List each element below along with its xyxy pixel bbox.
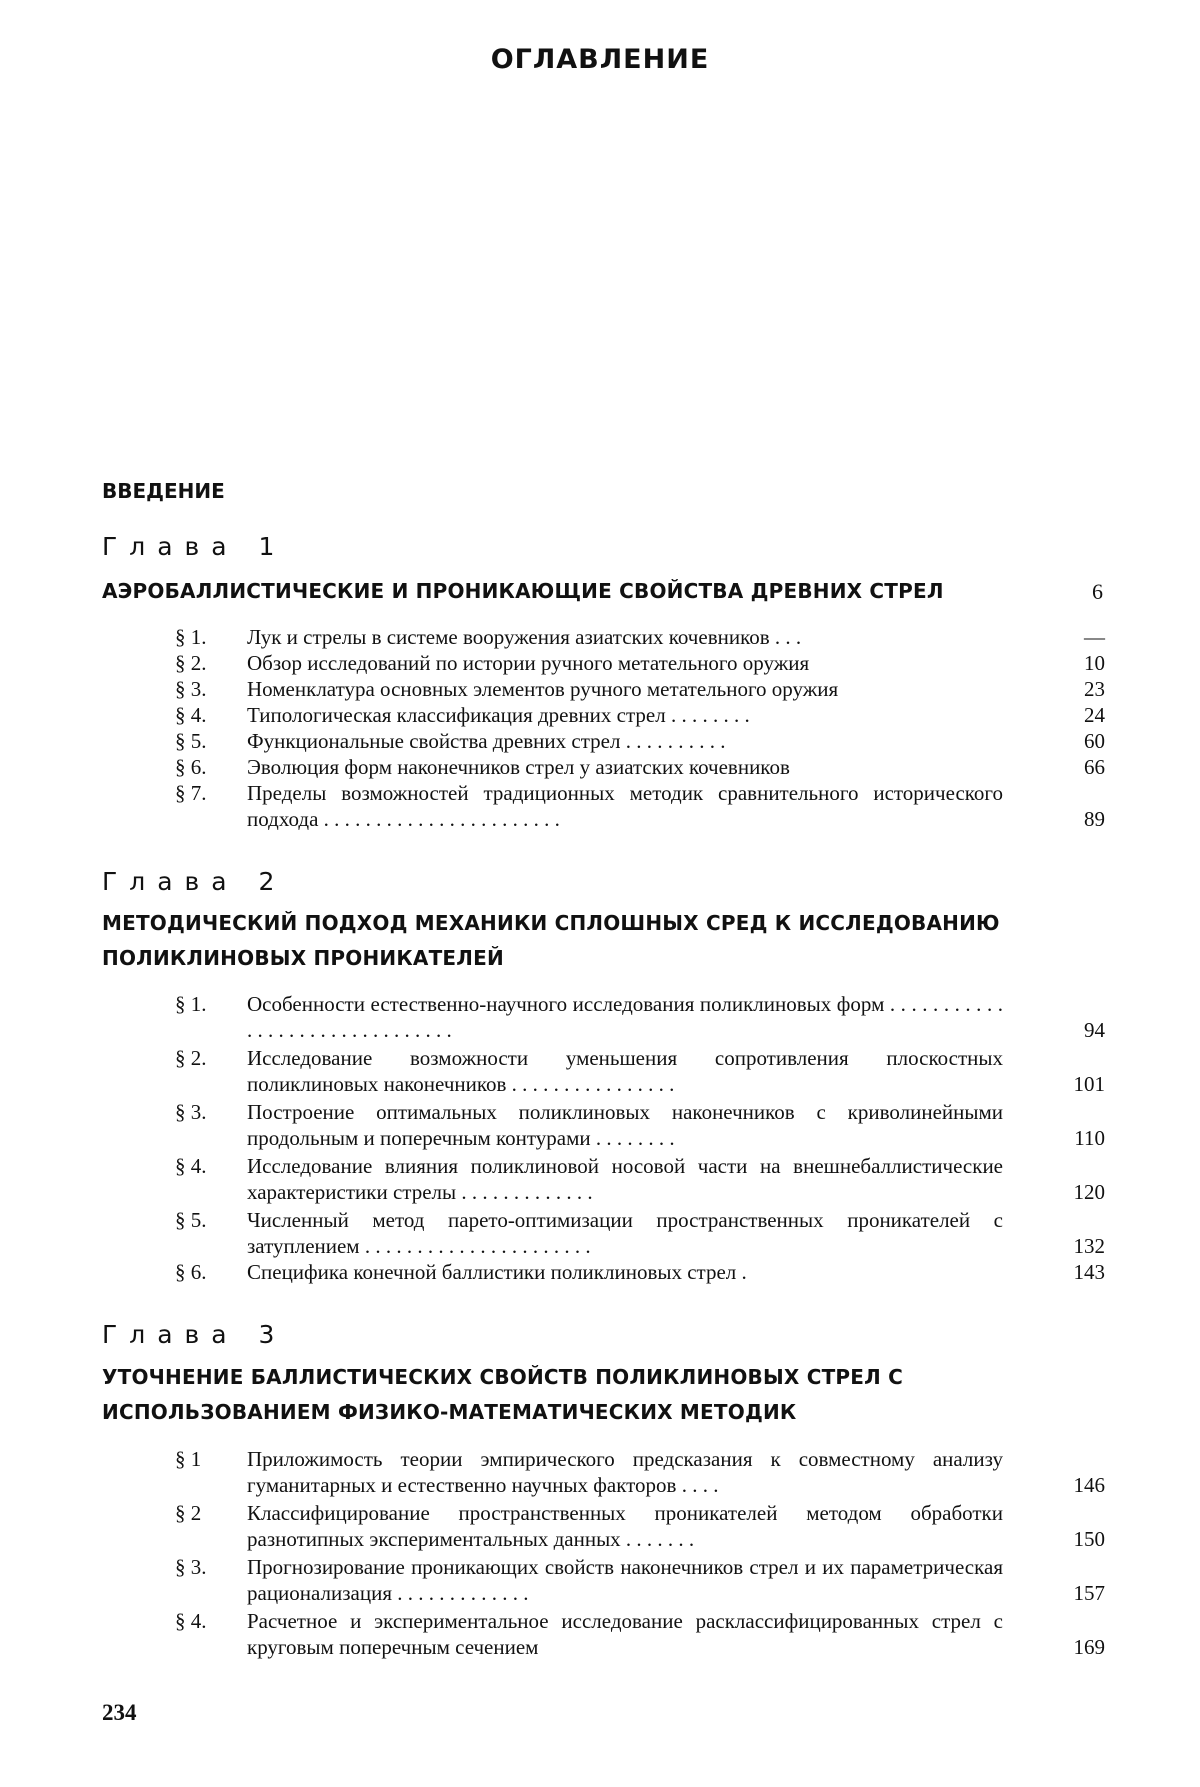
toc-entry (175, 1207, 1105, 1259)
section-number: § 1 (175, 1447, 202, 1471)
section-page: 23 (1084, 677, 1105, 701)
section-number: § 2 (175, 1501, 202, 1525)
toc-entry (175, 991, 1105, 1043)
section-number: § 2. (175, 1046, 207, 1070)
section-number: § 2. (175, 651, 207, 675)
chapter-2-title: МЕТОДИЧЕСКИЙ ПОДХОД МЕХАНИКИ СПЛОШНЫХ СРЕД К ИССЛЕДОВАНИЮ ПОЛИКЛИНОВЫХ ПРОНИКАТЕЛЕЙ (102, 911, 1000, 970)
section-title: Прогнозирование проникающих свойств наконечников стрел и их параметрическая рационализация . . . . . . . . . . . . . (247, 1555, 1003, 1605)
section-title: Обзор исследований по истории ручного метательного оружия (247, 651, 810, 675)
section-number: § 3. (175, 677, 207, 701)
section-title: Особенности естественно-научного исследования поликлиновых форм . . . . . . . . . . . . . . . . . . . . . . . . . . . . . . . (247, 992, 1003, 1042)
section-number: § 4. (175, 1609, 207, 1633)
toc-entry (175, 676, 1105, 702)
section-title: Пределы возможностей традиционных методик сравнительного исторического подхода . . . . . . . . . . . . . . . . . . . . . . . (247, 781, 1003, 831)
section-title: Функциональные свойства древних стрел . . . . . . . . . . (247, 729, 726, 753)
chapter-1-title: АЭРОБАЛЛИСТИЧЕСКИЕ И ПРОНИКАЮЩИЕ СВОЙСТВА ДРЕВНИХ СТРЕЛ (102, 579, 944, 603)
toc-entry (175, 702, 1105, 728)
page-number: 234 (102, 1700, 137, 1725)
section-page: 150 (1073, 1527, 1105, 1551)
intro-heading: ВВЕДЕНИЕ (102, 479, 225, 503)
section-title: Приложимость теории эмпирического предсказания к совместному анализу гуманитарных и естественно научных факторов . . . . (247, 1447, 1003, 1497)
section-title: Номенклатура основных элементов ручного метательного оружия (247, 677, 839, 701)
section-number: § 1. (175, 992, 207, 1016)
section-page: 169 (1073, 1635, 1105, 1659)
section-number: § 5. (175, 729, 207, 753)
section-number: § 7. (175, 781, 207, 805)
section-page: 10 (1084, 651, 1105, 675)
section-page: 89 (1084, 807, 1105, 831)
section-page: 66 (1084, 755, 1105, 779)
chapter-1-label: Глава 1 (102, 532, 287, 561)
section-title: Лук и стрелы в системе вооружения азиатских кочевников . . . (247, 625, 802, 649)
section-title: Численный метод парето-оптимизации пространственных проникателей с затуплением . . . . . . . . . . . . . . . . . . . . . . (247, 1208, 1003, 1258)
section-page: 146 (1073, 1473, 1105, 1497)
section-page: 143 (1073, 1260, 1105, 1284)
section-page: 60 (1084, 729, 1105, 753)
toc-entry (175, 1608, 1105, 1660)
chapter-3-title: УТОЧНЕНИЕ БАЛЛИСТИЧЕСКИХ СВОЙСТВ ПОЛИКЛИНОВЫХ СТРЕЛ С ИСПОЛЬЗОВАНИЕМ ФИЗИКО-МАТЕМАТИЧЕСКИХ МЕТОДИК (102, 1365, 904, 1424)
section-number: § 6. (175, 1260, 207, 1284)
toc-entry (175, 1500, 1105, 1552)
section-page: 157 (1073, 1581, 1105, 1605)
toc-entry (175, 1446, 1105, 1498)
toc-entry (175, 1554, 1105, 1606)
section-number: § 3. (175, 1100, 207, 1124)
toc-entry (175, 650, 1105, 676)
section-page: — (1084, 625, 1105, 649)
section-number: § 6. (175, 755, 207, 779)
toc-entry (175, 1045, 1105, 1097)
section-page: 94 (1084, 1018, 1105, 1042)
section-title: Исследование возможности уменьшения сопротивления плоскостных поликлиновых наконечников . . . . . . . . . . . . . . . . (247, 1046, 1003, 1096)
toc-entry (175, 754, 1105, 780)
chapter-1-page: 6 (1092, 579, 1103, 604)
section-number: § 4. (175, 703, 207, 727)
chapter-3-label: Глава 3 (102, 1320, 287, 1349)
section-title: Эволюция форм наконечников стрел у азиатских кочевников (247, 755, 790, 779)
section-page: 110 (1074, 1126, 1105, 1150)
section-title: Специфика конечной баллистики поликлиновых стрел . (247, 1260, 747, 1284)
page-title: ОГЛАВЛЕНИЕ (490, 44, 710, 75)
toc-entry (175, 624, 1105, 650)
section-number: § 3. (175, 1555, 207, 1579)
section-number: § 5. (175, 1208, 207, 1232)
section-page: 101 (1073, 1072, 1105, 1096)
toc-entry (175, 1099, 1105, 1151)
section-page: 132 (1073, 1234, 1105, 1258)
section-title: Исследование влияния поликлиновой носовой части на внешнебаллистические характеристики стрелы . . . . . . . . . . . . . (247, 1154, 1003, 1204)
section-title: Типологическая классификация древних стрел . . . . . . . . (247, 703, 750, 727)
section-title: Построение оптимальных поликлиновых наконечников с криволинейными продольным и поперечным контурами . . . . . . . . (247, 1100, 1003, 1150)
section-title: Классифицирование пространственных проникателей методом обработки разнотипных экспериментальных данных . . . . . . . (247, 1501, 1003, 1551)
toc-entry (175, 1153, 1105, 1205)
section-number: § 1. (175, 625, 207, 649)
section-page: 120 (1073, 1180, 1105, 1204)
section-page: 24 (1084, 703, 1105, 727)
section-title: Расчетное и экспериментальное исследование расклассифицированных стрел с круговым поперечным сечением (247, 1609, 1003, 1659)
chapter-2-label: Глава 2 (102, 867, 287, 896)
toc-entry (175, 728, 1105, 754)
toc-entry (175, 1259, 1105, 1285)
section-number: § 4. (175, 1154, 207, 1178)
toc-entry (175, 780, 1105, 832)
